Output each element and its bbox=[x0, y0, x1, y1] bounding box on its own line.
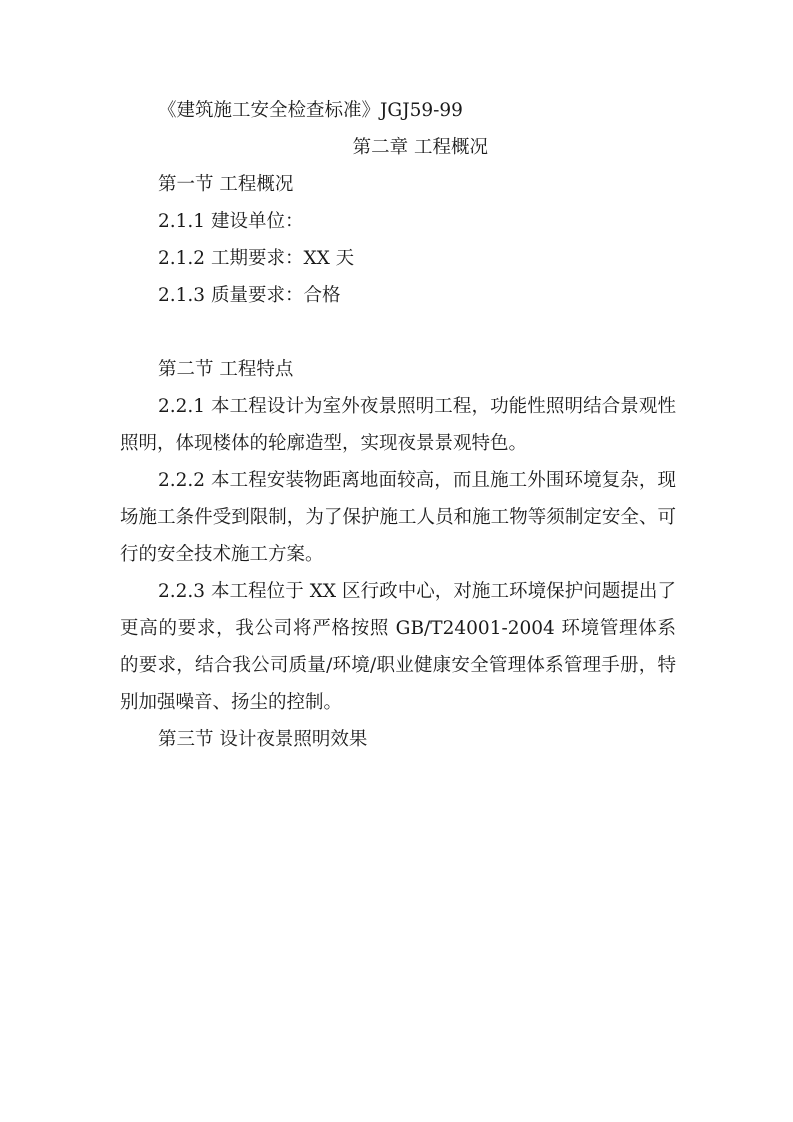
reference-standard: 《建筑施工安全检查标准》JGJ59-99 bbox=[158, 100, 463, 121]
paragraph: 2.2.3 本工程位于 XX 区行政中心，对施工环境保护问题提出了更高的要求，我公司将严格按照 GB/T24001-2004 环境管理体系的要求，结合我公司质量/环境/职业健康安全管理体系管理手册，特别加强噪音、扬尘的控制。 bbox=[120, 581, 676, 713]
chapter-title bbox=[120, 129, 676, 166]
section-title: 第二节 工程特点 bbox=[158, 359, 294, 380]
paragraph: 2.2.1 本工程设计为室外夜景照明工程，功能性照明结合景观性照明，体现楼体的轮廓造型，实现夜景景观特色。 bbox=[120, 396, 676, 454]
chapter-title-text: 第二章 工程概况 bbox=[352, 137, 488, 158]
document-page bbox=[120, 92, 676, 758]
paragraph: 2.2.2 本工程安装物距离地面较高，而且施工外围环境复杂，现场施工条件受到限制，为了保护施工人员和施工物等须制定安全、可行的安全技术施工方案。 bbox=[120, 470, 676, 565]
list-item: 2.1.1 建设单位： bbox=[158, 211, 304, 232]
section-title: 第三节 设计夜景照明效果 bbox=[158, 729, 368, 750]
list-item: 2.1.3 质量要求：合格 bbox=[158, 285, 341, 306]
section-title: 第一节 工程概况 bbox=[158, 174, 294, 195]
list-item: 2.1.2 工期要求：XX 天 bbox=[158, 248, 355, 269]
blank-line bbox=[120, 314, 676, 351]
